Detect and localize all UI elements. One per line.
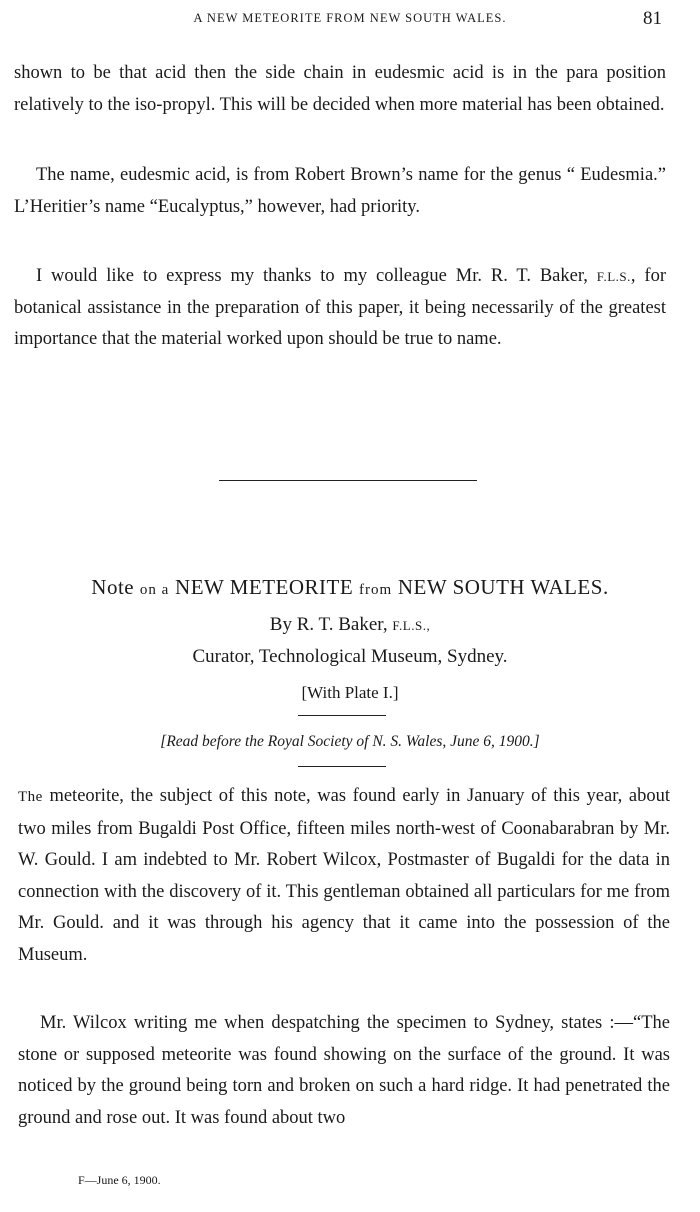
title-rule-lower: [298, 766, 386, 767]
title-note: Note: [91, 575, 135, 599]
preceding-paragraph-3-text-b: , for botanical assistance in the preparation of this paper, it being necessarily of the greatest importance that the material worked upon should be true to name.: [14, 266, 666, 349]
article-lead-word: The: [18, 789, 43, 805]
read-note: [Read before the Royal Society of N. S. Wales, June 6, 1900.]: [160, 733, 540, 750]
article-paragraph-2: Mr. Wilcox writing me when despatching the specimen to Sydney, states :—“The stone or supposed meteorite was found showing on the surface of the ground. It was noticed by the ground being torn and broken on such a hard ridge. It had penetrated the ground and rose out. It was found about two: [18, 1013, 670, 1128]
title-new-south-wales: NEW SOUTH WALES.: [397, 575, 609, 599]
preceding-paragraph-3-text-a: I would like to express my thanks to my colleague Mr. R. T. Baker,: [36, 266, 588, 286]
article-paragraph-1-text: meteorite, the subject of this note, was found early in January of this year, about two miles from Bugaldi Post Office, fifteen miles north-west of Coonabarabran by Mr. W. Gould. I am indebted to Mr. Robert Wilcox, Postmaster of Bugaldi for the data in connection with the discovery of it. This gentleman obtained all particulars for me from Mr. Gould. and it was through his agency that it came into the possession of the Museum.: [18, 786, 670, 965]
preceding-paragraph-1: shown to be that acid then the side chain in eudesmic acid is in the para position relatively to the iso-propyl. This will be decided when more material has been obtained.: [14, 63, 666, 115]
byline-name: Baker,: [338, 614, 388, 635]
fls-abbreviation: F.L.S.: [596, 269, 631, 284]
page-number: 81: [643, 8, 662, 29]
byline-credentials: F.L.S.,: [392, 618, 431, 633]
title-from: from: [358, 582, 393, 598]
running-head: [0, 8, 700, 34]
plate-note: [With Plate I.]: [301, 683, 399, 702]
title-on-a: on a: [139, 582, 170, 598]
affiliation: Curator, Technological Museum, Sydney.: [192, 646, 508, 667]
section-divider: [219, 480, 477, 481]
preceding-paragraph-3: [14, 261, 666, 356]
article-title: [0, 575, 700, 600]
signature-mark: F—June 6, 1900.: [78, 1173, 161, 1187]
title-rule-upper: [298, 715, 386, 716]
running-title: A NEW METEORITE FROM NEW SOUTH WALES.: [193, 11, 507, 25]
title-new-meteorite: NEW METEORITE: [175, 575, 354, 599]
preceding-paragraph-2: The name, eudesmic acid, is from Robert Brown’s name for the genus “ Eudesmia.” L’Heritier’s name “Eucalyptus,” however, had priority.: [14, 165, 666, 217]
byline-prefix: By R. T.: [269, 614, 334, 635]
byline: [0, 614, 700, 636]
article-paragraph-1: [18, 781, 670, 971]
